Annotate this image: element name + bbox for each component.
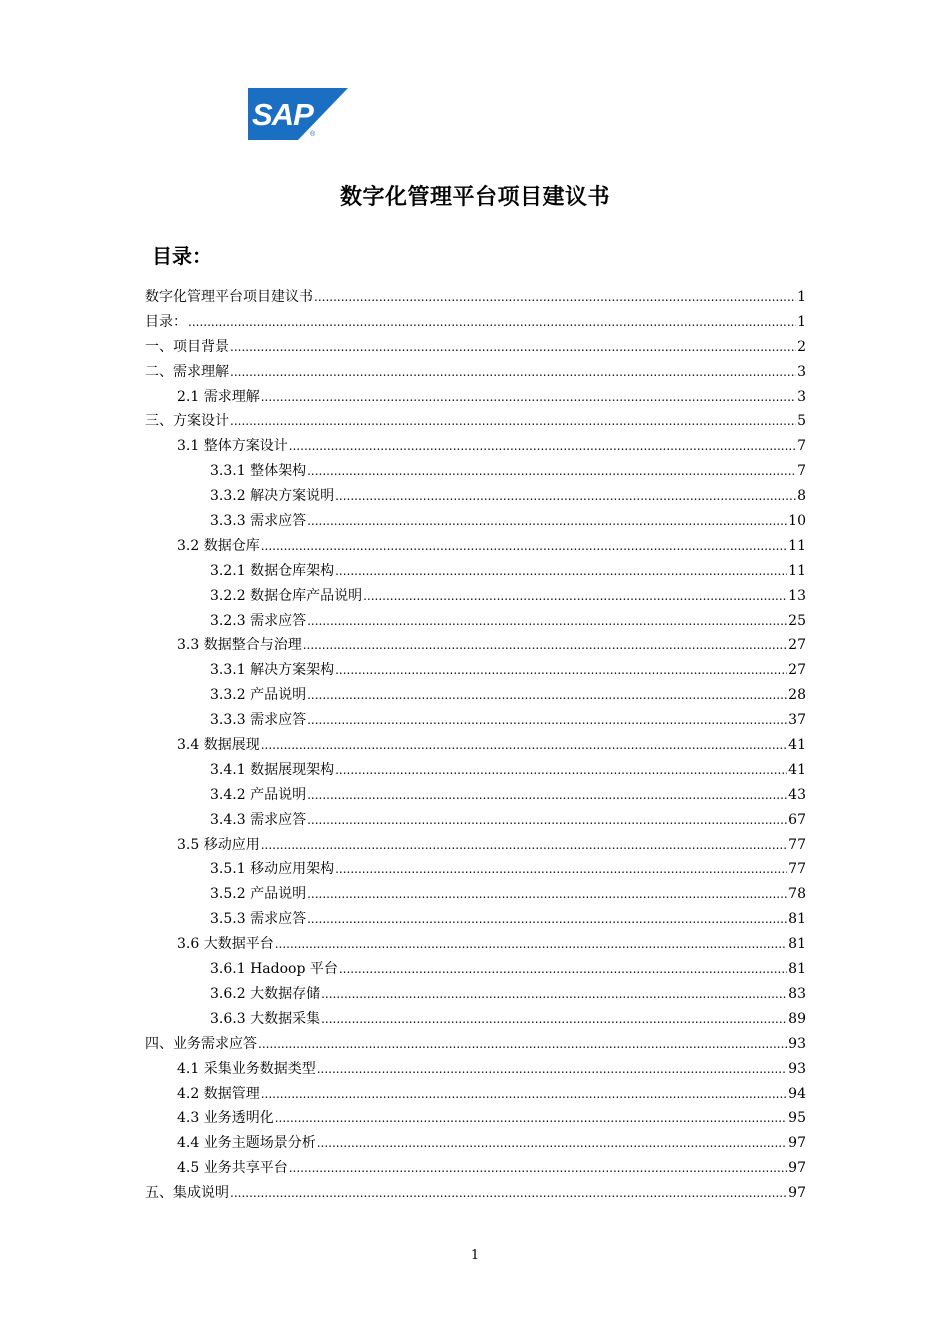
toc-entry[interactable] — [145, 1156, 806, 1181]
toc-leader-dots — [339, 957, 787, 982]
toc-entry-title: 2.1 需求理解 — [177, 388, 260, 405]
toc-entry-title: 3.6.1 Hadoop 平台 — [210, 961, 338, 978]
toc-entry[interactable] — [145, 1106, 806, 1131]
toc-entry-page: 13 — [788, 587, 806, 604]
toc-entry-page: 10 — [788, 513, 806, 530]
toc-entry-title: 3.2.3 需求应答 — [210, 612, 307, 629]
toc-leader-dots — [307, 882, 787, 907]
toc-entry-title: 3.3.1 整体架构 — [210, 463, 307, 480]
toc-entry-title: 3.2.2 数据仓库产品说明 — [210, 587, 363, 604]
toc-entry-page: 77 — [788, 861, 806, 878]
toc-entry-page: 25 — [788, 612, 806, 629]
toc-entry-title: 3.5.2 产品说明 — [210, 886, 307, 903]
toc-entry[interactable] — [145, 633, 806, 658]
toc-entry-page: 89 — [788, 1010, 806, 1027]
toc-entry-title: 3.4 数据展现 — [177, 737, 260, 754]
toc-entry-page: 7 — [797, 438, 806, 455]
toc-entry[interactable] — [145, 409, 806, 434]
toc-entry-title: 数字化管理平台项目建议书 — [145, 289, 313, 305]
toc-entry-title: 3.3.2 产品说明 — [210, 687, 307, 704]
toc-entry-page: 94 — [788, 1085, 806, 1102]
toc-entry-title: 3.2 数据仓库 — [177, 537, 260, 554]
toc-entry-page: 41 — [788, 737, 806, 754]
toc-leader-dots — [335, 758, 787, 783]
toc-entry[interactable] — [145, 310, 806, 335]
toc-entry-title: 3.5.1 移动应用架构 — [210, 861, 335, 878]
sap-logo-text: SAP — [252, 97, 313, 132]
toc-leader-dots — [307, 708, 787, 733]
toc-leader-dots — [230, 409, 796, 434]
toc-leader-dots — [363, 584, 787, 609]
toc-entry[interactable] — [145, 733, 806, 758]
toc-entry-title: 3.6.2 大数据存储 — [210, 985, 321, 1002]
toc-entry[interactable] — [145, 1057, 806, 1082]
toc-entry-page: 41 — [788, 761, 806, 778]
toc-entry-title: 3.3.3 需求应答 — [210, 513, 307, 530]
toc-entry-title: 4.2 数据管理 — [177, 1085, 260, 1102]
toc-entry-title: 3.3 数据整合与治理 — [177, 637, 302, 654]
toc-entry-page: 43 — [788, 786, 806, 803]
toc-entry-page: 81 — [788, 936, 806, 953]
toc-entry-title: 一、项目背景 — [145, 338, 229, 355]
toc-entry[interactable] — [145, 360, 806, 385]
toc-leader-dots — [307, 509, 787, 534]
toc-entry-page: 37 — [788, 712, 806, 729]
toc-entry-page: 93 — [788, 1035, 806, 1052]
toc-entry-page: 95 — [788, 1110, 806, 1127]
toc-entry[interactable] — [145, 758, 806, 783]
toc-entry[interactable] — [145, 385, 806, 410]
toc-leader-dots — [261, 833, 787, 858]
toc-entry-page: 1 — [797, 313, 806, 330]
toc-leader-dots — [275, 1106, 787, 1131]
toc-entry-title: 3.4.1 数据展现架构 — [210, 761, 335, 778]
toc-entry-title: 3.5 移动应用 — [177, 836, 260, 853]
toc-leader-dots — [314, 285, 796, 310]
toc-leader-dots — [303, 633, 787, 658]
toc-entry[interactable] — [145, 1181, 806, 1206]
toc-leader-dots — [261, 733, 787, 758]
toc-entry-title: 3.2.1 数据仓库架构 — [210, 562, 335, 579]
toc-entry-page: 2 — [797, 338, 806, 355]
toc-entry[interactable] — [145, 683, 806, 708]
toc-entry[interactable] — [145, 484, 806, 509]
toc-leader-dots — [258, 1032, 787, 1057]
toc-entry[interactable] — [145, 982, 806, 1007]
toc-entry[interactable] — [145, 882, 806, 907]
toc-entry-page: 3 — [797, 363, 806, 380]
toc-entry-page: 78 — [788, 886, 806, 903]
toc-leader-dots — [289, 434, 796, 459]
toc-leader-dots — [289, 1156, 787, 1181]
toc-leader-dots — [230, 335, 796, 360]
toc-leader-dots — [261, 534, 787, 559]
toc-entry-page: 97 — [788, 1185, 806, 1202]
toc-entry-page: 7 — [797, 463, 806, 480]
toc-entry-title: 4.5 业务共享平台 — [177, 1160, 288, 1177]
toc-entry[interactable] — [145, 957, 806, 982]
toc-entry[interactable] — [145, 609, 806, 634]
svg-text:®: ® — [310, 131, 316, 138]
toc-leader-dots — [261, 1082, 787, 1107]
toc-entry-page: 27 — [788, 662, 806, 679]
toc-entry-title: 3.3.1 解决方案架构 — [210, 662, 335, 679]
toc-entry-page: 1 — [797, 289, 806, 305]
toc-leader-dots — [261, 385, 796, 410]
toc-entry-title: 3.6.3 大数据采集 — [210, 1010, 321, 1027]
toc-entry[interactable] — [145, 857, 806, 882]
toc-entry-title: 3.4.3 需求应答 — [210, 811, 307, 828]
toc-entry[interactable] — [145, 335, 806, 360]
toc-leader-dots — [321, 982, 787, 1007]
toc-entry[interactable] — [145, 509, 806, 534]
toc-entry-page: 81 — [788, 961, 806, 978]
page-number: 1 — [470, 1248, 480, 1263]
toc-leader-dots — [230, 360, 796, 385]
toc-entry-page: 97 — [788, 1160, 806, 1177]
toc-entry-page: 11 — [788, 537, 806, 554]
toc-entry[interactable] — [145, 434, 806, 459]
toc-entry[interactable] — [145, 1082, 806, 1107]
toc-entry[interactable] — [145, 1007, 806, 1032]
toc-entry-title: 3.3.2 解决方案说明 — [210, 488, 335, 505]
toc-leader-dots — [307, 907, 787, 932]
toc-entry[interactable] — [145, 808, 806, 833]
toc-entry-title: 五、集成说明 — [145, 1185, 229, 1202]
toc-entry-title: 3.6 大数据平台 — [177, 936, 274, 953]
toc-entry-title: 目录： — [145, 313, 187, 330]
toc-entry-title: 4.3 业务透明化 — [177, 1110, 274, 1127]
toc-entry[interactable] — [145, 584, 806, 609]
toc-leader-dots — [335, 484, 796, 509]
toc-leader-dots — [307, 459, 796, 484]
toc-entry-page: 93 — [788, 1060, 806, 1077]
toc-entry-title: 二、需求理解 — [145, 363, 229, 380]
toc-entry-title: 3.5.3 需求应答 — [210, 911, 307, 928]
toc-entry[interactable] — [145, 1131, 806, 1156]
toc-leader-dots — [275, 932, 787, 957]
toc-entry-page: 83 — [788, 985, 806, 1002]
toc-leader-dots — [230, 1181, 787, 1206]
toc-entry-title: 4.4 业务主题场景分析 — [177, 1135, 316, 1152]
toc-leader-dots — [321, 1007, 787, 1032]
toc-leader-dots — [317, 1057, 787, 1082]
toc-leader-dots — [307, 783, 787, 808]
table-of-contents — [145, 285, 806, 1206]
toc-entry[interactable] — [145, 907, 806, 932]
toc-entry-title: 4.1 采集业务数据类型 — [177, 1060, 316, 1077]
toc-entry[interactable] — [145, 559, 806, 584]
toc-entry[interactable] — [145, 783, 806, 808]
toc-entry-page: 81 — [788, 911, 806, 928]
toc-heading: 目录： — [152, 244, 212, 268]
document-title: 数字化管理平台项目建议书 — [339, 185, 610, 210]
toc-entry[interactable] — [145, 285, 806, 310]
toc-leader-dots — [317, 1131, 787, 1156]
toc-entry-page: 97 — [788, 1135, 806, 1152]
toc-leader-dots — [307, 609, 787, 634]
toc-entry[interactable] — [145, 932, 806, 957]
toc-entry-page: 28 — [788, 687, 806, 704]
toc-leader-dots — [307, 808, 787, 833]
toc-entry-title: 3.1 整体方案设计 — [177, 438, 288, 455]
toc-leader-dots — [335, 857, 787, 882]
toc-entry[interactable] — [145, 459, 806, 484]
toc-entry-title: 3.4.2 产品说明 — [210, 786, 307, 803]
toc-entry-page: 8 — [797, 488, 806, 505]
toc-leader-dots — [307, 683, 787, 708]
toc-entry[interactable] — [145, 534, 806, 559]
toc-entry-page: 11 — [788, 562, 806, 579]
toc-entry-page: 3 — [797, 388, 806, 405]
toc-leader-dots — [335, 658, 787, 683]
toc-entry-page: 27 — [788, 637, 806, 654]
toc-entry-page: 77 — [788, 836, 806, 853]
toc-entry[interactable] — [145, 833, 806, 858]
toc-entry-title: 3.3.3 需求应答 — [210, 712, 307, 729]
toc-entry-title: 三、方案设计 — [145, 413, 229, 430]
toc-leader-dots — [335, 559, 787, 584]
toc-entry[interactable] — [145, 1032, 806, 1057]
toc-leader-dots — [188, 310, 796, 335]
toc-entry-title: 四、业务需求应答 — [145, 1035, 257, 1052]
toc-entry[interactable] — [145, 658, 806, 683]
toc-entry-page: 67 — [788, 811, 806, 828]
toc-entry[interactable] — [145, 708, 806, 733]
sap-logo-icon — [248, 88, 348, 140]
sap-logo — [248, 88, 348, 140]
toc-entry-page: 5 — [797, 413, 806, 430]
